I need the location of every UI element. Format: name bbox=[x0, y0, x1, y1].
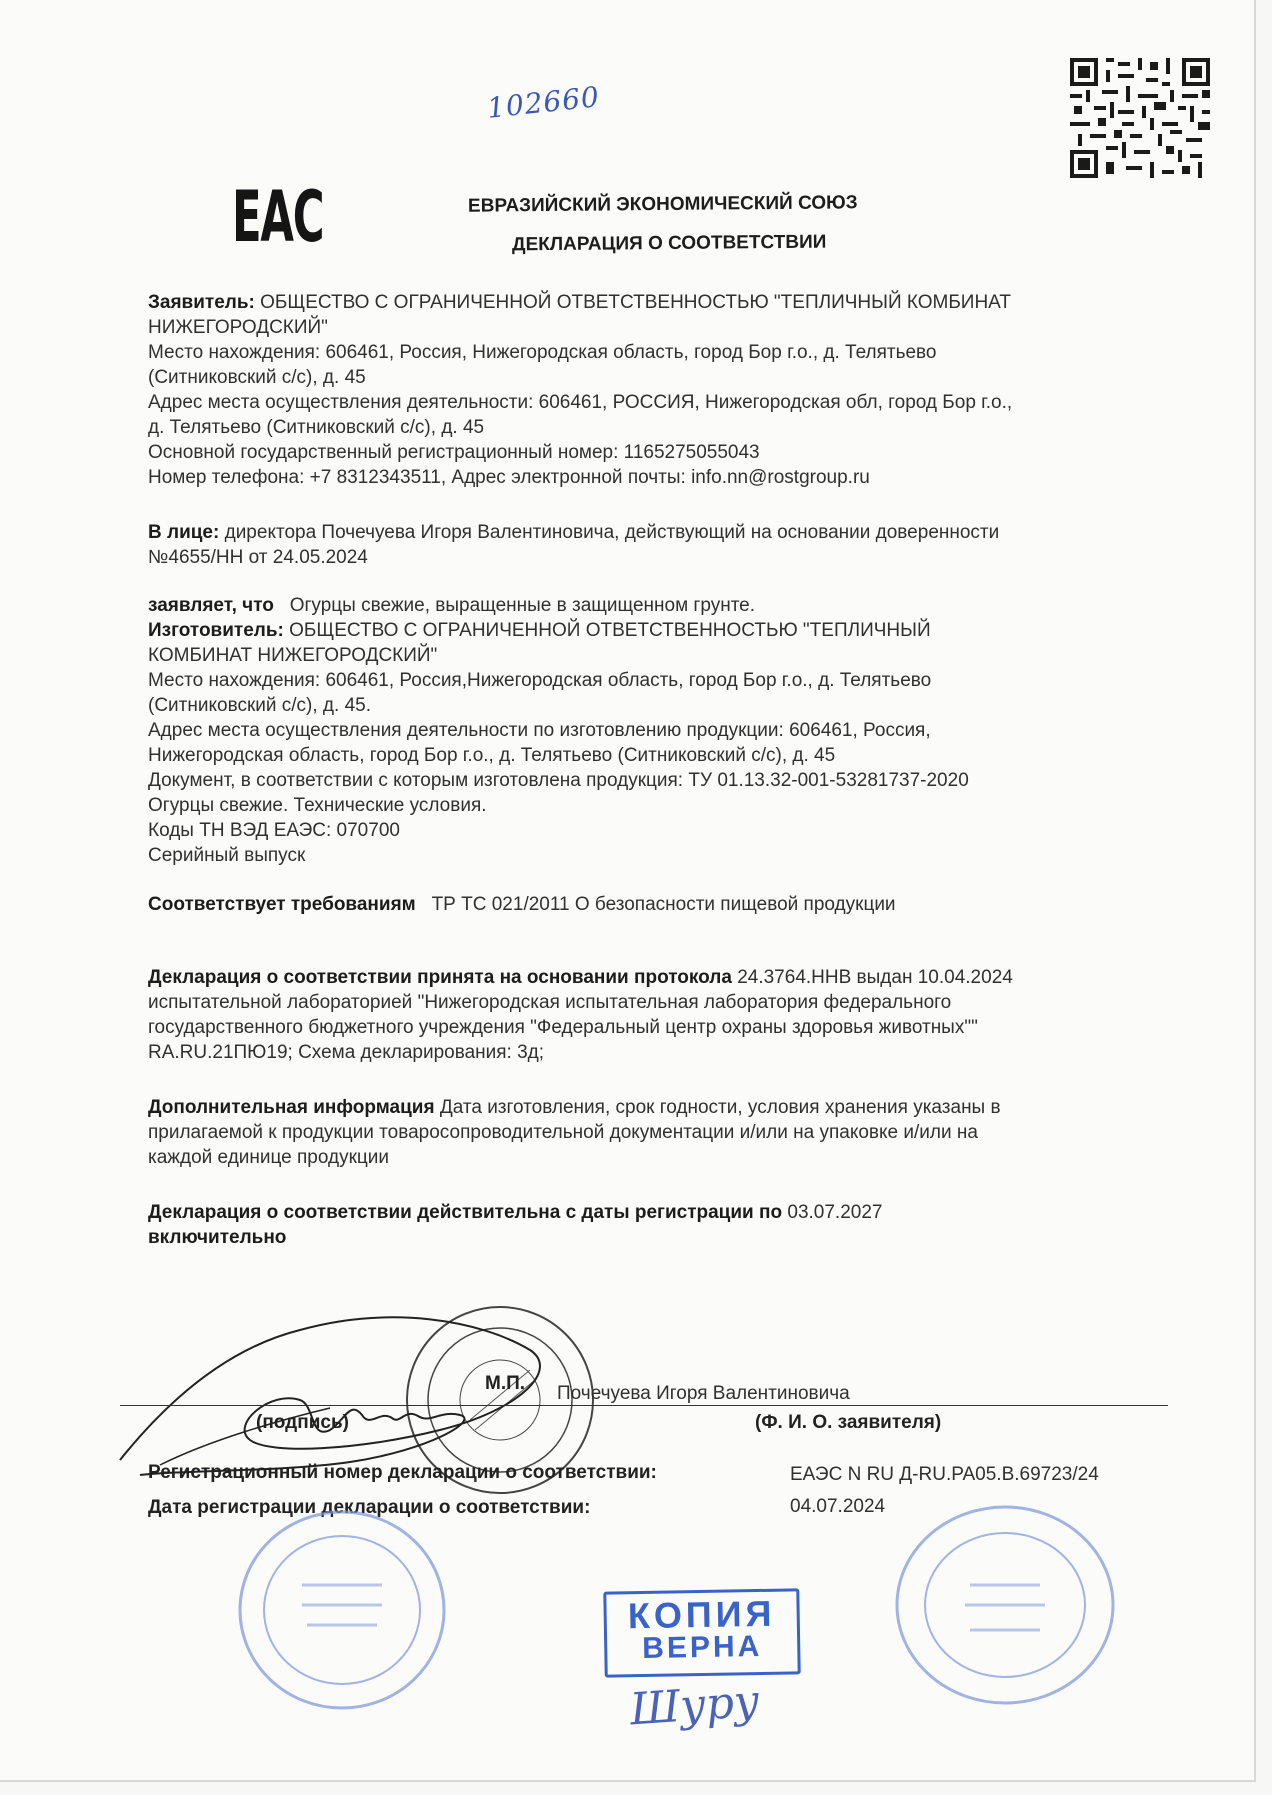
applicant-line: Основной государственный регистрационный номер: 1165275055043 bbox=[148, 442, 760, 463]
manufacturer-section bbox=[148, 593, 1178, 868]
validity-section bbox=[148, 1200, 1178, 1250]
union-heading: ЕВРАЗИЙСКИЙ ЭКОНОМИЧЕСКИЙ СОЮЗ bbox=[467, 192, 858, 217]
manufacturer-line: Огурцы свежие. Технические условия. bbox=[148, 795, 487, 816]
manufacturer-line: Нижегородская область, город Бор г.о., д. Телятьево (Ситниковский с/с), д. 45 bbox=[148, 745, 836, 766]
represented-section bbox=[148, 520, 1178, 570]
document-title: ДЕКЛАРАЦИЯ О СООТВЕТСТВИИ bbox=[511, 231, 827, 256]
additional-label: Дополнительная информация bbox=[148, 1097, 435, 1118]
validity-date: 03.07.2027 bbox=[787, 1202, 883, 1223]
requirements-label: Соответствует требованиям bbox=[148, 894, 416, 915]
applicant-label: Заявитель: bbox=[148, 292, 255, 313]
manufacturer-line: КОМБИНАТ НИЖЕГОРОДСКИЙ" bbox=[148, 645, 438, 666]
signature-line bbox=[120, 1405, 1168, 1406]
declares-label: заявляет, что bbox=[148, 595, 274, 616]
registration-date-label: Дата регистрации декларации о соответствии: bbox=[148, 1497, 591, 1518]
applicant-line: Номер телефона: +7 8312343511, Адрес электронной почты: info.nn@rostgroup.ru bbox=[148, 467, 870, 488]
manufacturer-line: Место нахождения: 606461, Россия,Нижегородская область, город Бор г.о., д. Телятьево bbox=[148, 670, 932, 691]
additional-line: прилагаемой к продукции товаросопроводительной документации и/или на упаковке и/или на bbox=[148, 1122, 978, 1143]
manufacturer-line: Коды ТН ВЭД ЕАЭС: 070700 bbox=[148, 820, 400, 841]
manufacturer-label: Изготовитель: bbox=[148, 620, 284, 641]
basis-label: Декларация о соответствии принята на основании протокола bbox=[148, 967, 732, 988]
signatory-name: Почечуева Игоря Валентиновича bbox=[557, 1383, 850, 1404]
additional-line: каждой единице продукции bbox=[148, 1147, 390, 1168]
validity-label: Декларация о соответствии действительна с даты регистрации по bbox=[148, 1202, 783, 1223]
signature-caption: (подпись) bbox=[256, 1412, 349, 1433]
basis-line: государственного бюджетного учреждения "Федеральный центр охраны здоровья животных"" bbox=[148, 1017, 978, 1038]
requirements-section bbox=[148, 892, 1178, 917]
validity-inclusive: включительно bbox=[148, 1227, 287, 1248]
name-caption: (Ф. И. О. заявителя) bbox=[755, 1412, 942, 1433]
manufacturer-line: ОБЩЕСТВО С ОГРАНИЧЕННОЙ ОТВЕТСТВЕННОСТЬЮ "ТЕПЛИЧНЫЙ bbox=[289, 620, 931, 641]
applicant-line: д. Телятьево (Ситниковский с/с), д. 45 bbox=[148, 417, 485, 438]
basis-section bbox=[148, 965, 1178, 1065]
copy-stamp-line: ВЕРНА bbox=[641, 1629, 763, 1666]
right-blue-seal-icon bbox=[890, 1500, 1120, 1710]
copy-certified-stamp bbox=[603, 1588, 800, 1677]
copy-stamp-line: КОПИЯ bbox=[627, 1592, 776, 1637]
additional-section bbox=[148, 1095, 1178, 1170]
represented-label: В лице: bbox=[148, 522, 220, 543]
manufacturer-line: Серийный выпуск bbox=[148, 845, 306, 866]
applicant-section bbox=[148, 290, 1178, 490]
copy-signature: Шуру bbox=[628, 1675, 762, 1736]
represented-line: директора Почечуева Игоря Валентиновича, действующий на основании доверенности bbox=[224, 522, 1000, 543]
additional-line: Дата изготовления, срок годности, условия хранения указаны в bbox=[439, 1097, 1001, 1118]
manufacturer-line: Адрес места осуществления деятельности по изготовлению продукции: 606461, Россия, bbox=[148, 720, 931, 741]
represented-line: №4655/НН от 24.05.2024 bbox=[148, 547, 368, 568]
basis-line: 24.3764.ННВ выдан 10.04.2024 bbox=[737, 967, 1013, 988]
applicant-line: НИЖЕГОРОДСКИЙ" bbox=[148, 317, 328, 338]
registration-date-value: 04.07.2024 bbox=[790, 1496, 886, 1517]
manufacturer-line: Документ, в соответствии с которым изготовлена продукция: ТУ 01.13.32-001-53281737-2020 bbox=[148, 770, 969, 791]
registration-number-label: Регистрационный номер декларации о соответствии: bbox=[148, 1462, 657, 1483]
basis-line: испытательной лабораторией "Нижегородская испытательная лаборатория федерального bbox=[148, 992, 952, 1013]
basis-line: RA.RU.21ПЮ19; Схема декларирования: 3д; bbox=[148, 1042, 545, 1063]
seal-place-label: М.П. bbox=[485, 1373, 526, 1394]
applicant-line: ОБЩЕСТВО С ОГРАНИЧЕННОЙ ОТВЕТСТВЕННОСТЬЮ "ТЕПЛИЧНЫЙ КОМБИНАТ bbox=[260, 292, 1011, 313]
applicant-line: Адрес места осуществления деятельности: 606461, РОССИЯ, Нижегородская обл, город Бор г.о., bbox=[148, 392, 1013, 413]
manufacturer-line: (Ситниковский с/с), д. 45. bbox=[148, 695, 371, 716]
applicant-line: Место нахождения: 606461, Россия, Нижегородская область, город Бор г.о., д. Телятьево bbox=[148, 342, 937, 363]
registration-number-value: ЕАЭС N RU Д-RU.PA05.B.69723/24 bbox=[790, 1464, 1099, 1485]
requirements-value: ТР ТС 021/2011 О безопасности пищевой продукции bbox=[431, 894, 896, 915]
product-name: Огурцы свежие, выращенные в защищенном грунте. bbox=[289, 595, 756, 616]
left-blue-seal-icon bbox=[232, 1505, 452, 1715]
applicant-line: (Ситниковский с/с), д. 45 bbox=[148, 367, 366, 388]
qr-code-icon bbox=[1070, 58, 1210, 178]
eac-logo: EAC bbox=[232, 176, 324, 258]
handwritten-number: 102660 bbox=[485, 80, 602, 125]
